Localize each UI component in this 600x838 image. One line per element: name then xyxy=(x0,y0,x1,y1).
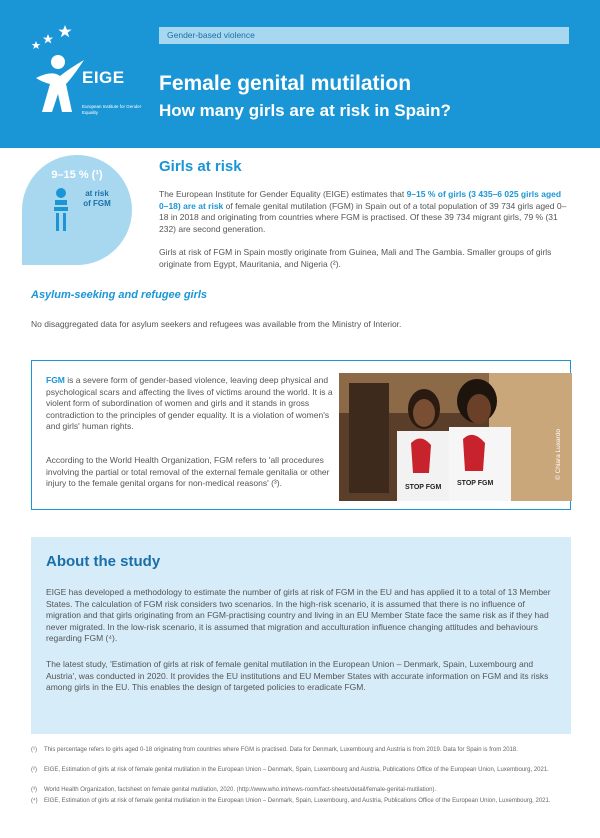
shirt-text-right: STOP FGM xyxy=(457,480,494,487)
fgm-paragraph-2: According to the World Health Organization, FGM refers to 'all procedures involving the partial or total removal of the external female genitalia or other injury to the female genital organs for non-medical reasons' (³). xyxy=(46,455,330,488)
asylum-heading: Asylum-seeking and refugee girls xyxy=(31,289,208,301)
risk-percent: 9–15 % (¹) xyxy=(51,169,103,181)
risk-label-line1: at risk xyxy=(85,189,109,198)
about-heading: About the study xyxy=(46,553,161,570)
shirt-text-left: STOP FGM xyxy=(405,484,442,491)
girls-at-risk-paragraph-2: Girls at risk of FGM in Spain mostly originate from Guinea, Mali and The Gambia. Smaller groups of girls originate from Egypt, Mauritania, and Nigeria (²). xyxy=(159,247,552,269)
photo-credit: © Chiara Luxardo xyxy=(555,428,562,480)
p1-text-a: The European Institute for Gender Equality (EIGE) estimates that xyxy=(159,189,407,199)
footnote-1 xyxy=(31,746,571,754)
footnote-text: World Health Organization, factsheet on female genital mutilation, 2020. (http://www.who.int/news-room/fact-sheets/detail/female-genital-mutilation). xyxy=(44,787,437,793)
footnote-4 xyxy=(31,797,571,805)
footnote-number: (²) xyxy=(31,767,37,773)
footnote-text: EIGE, Estimation of girls at risk of female genital mutilation in the European Union – Denmark, Spain, Luxembourg and Austria, Publications Office of the European Union, Luxembourg, 2021. xyxy=(44,767,549,773)
fgm-term: FGM xyxy=(46,375,65,385)
p1-highlight: 9–15 % of girls (3 435–6 025 girls aged 0–18) are at risk xyxy=(159,189,562,211)
campaign-photo xyxy=(339,373,572,501)
asylum-paragraph: No disaggregated data for asylum seekers and refugees was available from the Ministry of Interior. xyxy=(31,319,402,329)
risk-label xyxy=(72,189,122,209)
footnote-number: (¹) xyxy=(31,747,37,753)
footnote-number: (⁴) xyxy=(31,798,38,804)
girls-at-risk-heading: Girls at risk xyxy=(159,158,242,175)
risk-badge xyxy=(22,155,132,265)
footnote-3 xyxy=(31,786,571,794)
page-subtitle: How many girls are at risk in Spain? xyxy=(159,101,451,120)
girls-at-risk-paragraph-1 xyxy=(159,189,571,235)
fgm-paragraph-1 xyxy=(46,375,336,433)
footnote-text: This percentage refers to girls aged 0-18 originating from countries where FGM is practised. Data for Denmark, Luxembourg and Austria is from 2019. Data for Spain is from 2018. xyxy=(44,747,518,753)
girl-icon xyxy=(50,187,72,235)
logo-subtitle: European Institute for Gender Equality xyxy=(82,104,142,115)
logo-wordmark: EIGE xyxy=(82,68,125,87)
eige-logo-icon xyxy=(32,52,88,114)
category-tag: Gender-based violence xyxy=(159,27,569,44)
footnote-2 xyxy=(31,766,571,774)
about-paragraph-2: The latest study, 'Estimation of girls at risk of female genital mutilation in the European Union – Denmark, Spain, Luxembourg and Austria', was conducted in 2020. It provides the EU institutions and EU Member States with accurate information on FGM and its risks among girls in the EU. This enables the design of targeted policies to eradicate FGM. xyxy=(46,659,549,692)
risk-label-line2: of FGM xyxy=(83,199,111,208)
page-title: Female genital mutilation xyxy=(159,72,412,95)
footnote-number: (³) xyxy=(31,787,37,793)
footnote-text: EIGE, Estimation of girls at risk of female genital mutilation in the European Union – Denmark, Spain, Luxembourg, and Austria, Publications Office of the European Union, Luxembourg, 2021. xyxy=(44,798,551,804)
p1-text-b: of female genital mutilation (FGM) in Spain out of a total population of 39 734 girls aged 0–18 in 2018 and originating from countries where FGM is practised. Of these 39 734 migrant girls, 79 % (31 232) are second generation. xyxy=(159,200,567,234)
about-paragraph-1: EIGE has developed a methodology to estimate the number of girls at risk of FGM in the EU and has applied it to a total of 13 Member States. The calculation of FGM risk considers two scenarios. In the high-risk scenario, it is assumed that there is no influence of migration and that girls originating from an FGM-practising country and living in an EU Member State face the same risk as if they had never migrated. In the low-risk scenario, it is assumed that migration and acculturation influence changing attitudes and behaviours regarding FGM (⁴). xyxy=(46,587,551,643)
eu-stars-icon xyxy=(30,24,80,52)
fgm-text-1: is a severe form of gender-based violence, leaving deep physical and psychological scars and affecting the lives of victims around the world. It is a violent form of subordination of women and girls and it stands in gross contradiction to the principles of gender equality. It is a violation of women's and girls' human rights. xyxy=(46,375,333,431)
